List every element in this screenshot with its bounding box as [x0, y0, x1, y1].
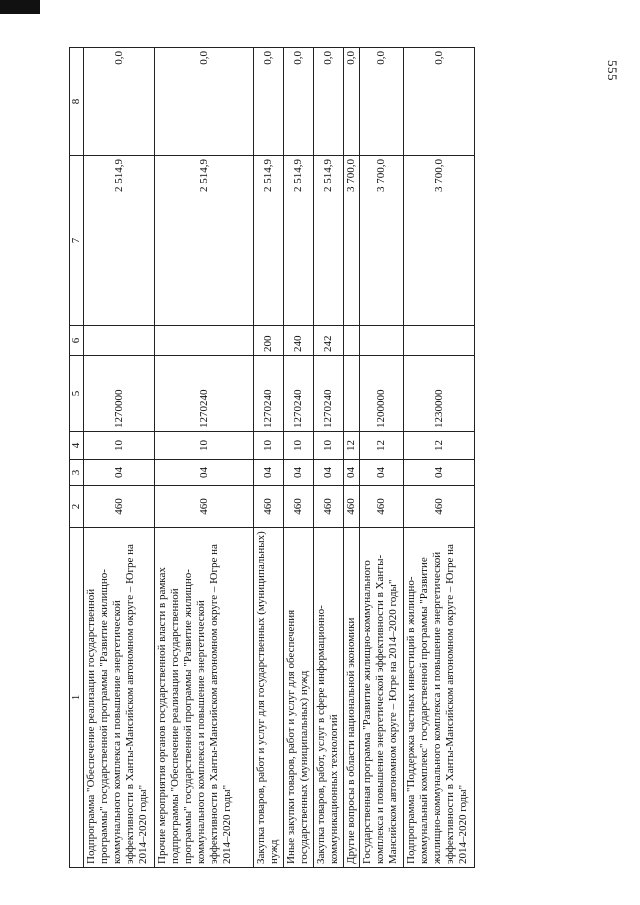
cell-ministry-code: 460 [284, 486, 314, 528]
row-name: Закупка товаров, работ, услуг в сфере информационно-коммуникационных технологий [314, 528, 344, 868]
budget-table [69, 47, 475, 868]
header-row [70, 48, 84, 868]
cell-target-article [344, 356, 360, 432]
column-header: 6 [70, 326, 84, 356]
cell-amount: 2 514,9 [284, 156, 314, 326]
row-name: Государственная программа "Развитие жилищно-коммунального комплекса и повышение энергетической эффективности в Ханты-Мансийском автономном округе – Югре на 2014–2020 годы" [360, 528, 404, 868]
column-header: 3 [70, 460, 84, 486]
table-row [404, 48, 475, 868]
cell-target-article: 1200000 [360, 356, 404, 432]
cell-section-code: 04 [284, 460, 314, 486]
scan-corner-mark [0, 0, 40, 14]
cell-expense-type [84, 326, 155, 356]
cell-section-code: 04 [314, 460, 344, 486]
column-header: 1 [70, 528, 84, 868]
row-name: Прочие мероприятия органов государственной власти в рамках подпрограммы "Обеспечение реализации государственной программы" государственной программы "Развитие жилищно-коммунального комплекса и повышение энергетической эффективности в Ханты-Мансийском автономном округе – Югре на 2014–2020 годы" [155, 528, 254, 868]
cell-section-code: 04 [344, 460, 360, 486]
cell-ministry-code: 460 [360, 486, 404, 528]
cell-target-article: 1270240 [284, 356, 314, 432]
cell-target-article: 1270240 [155, 356, 254, 432]
cell-amount-2: 0,0 [284, 48, 314, 156]
cell-subsection-code: 10 [284, 432, 314, 460]
cell-amount-2: 0,0 [254, 48, 284, 156]
column-header: 7 [70, 156, 84, 326]
cell-ministry-code: 460 [155, 486, 254, 528]
cell-amount-2: 0,0 [360, 48, 404, 156]
cell-amount: 2 514,9 [84, 156, 155, 326]
table-row [284, 48, 314, 868]
cell-ministry-code: 460 [344, 486, 360, 528]
cell-expense-type [155, 326, 254, 356]
cell-target-article: 1270000 [84, 356, 155, 432]
cell-expense-type [404, 326, 475, 356]
table-row [155, 48, 254, 868]
cell-amount-2: 0,0 [155, 48, 254, 156]
table-row [314, 48, 344, 868]
table-row [360, 48, 404, 868]
cell-amount-2: 0,0 [84, 48, 155, 156]
cell-target-article: 1270240 [314, 356, 344, 432]
cell-amount: 2 514,9 [155, 156, 254, 326]
column-header: 4 [70, 432, 84, 460]
rotated-page-content [69, 48, 589, 868]
row-name: Другие вопросы в области национальной экономики [344, 528, 360, 868]
cell-subsection-code: 10 [155, 432, 254, 460]
cell-subsection-code: 12 [360, 432, 404, 460]
cell-amount: 3 700,0 [344, 156, 360, 326]
cell-section-code: 04 [254, 460, 284, 486]
column-header: 5 [70, 356, 84, 432]
page-number: 555 [605, 60, 620, 81]
cell-ministry-code: 460 [314, 486, 344, 528]
cell-section-code: 04 [84, 460, 155, 486]
cell-section-code: 04 [155, 460, 254, 486]
cell-subsection-code: 12 [404, 432, 475, 460]
cell-ministry-code: 460 [404, 486, 475, 528]
row-name: Подпрограмма "Обеспечение реализации государственной программы" государственной программы "Развитие жилищно-коммунального комплекса и повышение энергетической эффективности в Ханты-Мансийском автономном округе – Югре на 2014–2020 годы" [84, 528, 155, 868]
cell-expense-type: 242 [314, 326, 344, 356]
cell-ministry-code: 460 [254, 486, 284, 528]
row-name: Подпрограмма "Поддержка частных инвестиций в жилищно-коммунальный комплекс" государственной программы "Развитие жилищно-коммунального комплекса и повышение энергетической эффективности в Ханты-Мансийском автономном округе – Югре на 2014–2020 годы" [404, 528, 475, 868]
cell-expense-type: 240 [284, 326, 314, 356]
cell-section-code: 04 [404, 460, 475, 486]
table-row [254, 48, 284, 868]
cell-ministry-code: 460 [84, 486, 155, 528]
cell-subsection-code: 10 [84, 432, 155, 460]
cell-expense-type [360, 326, 404, 356]
cell-amount: 3 700,0 [360, 156, 404, 326]
cell-expense-type: 200 [254, 326, 284, 356]
cell-section-code: 04 [360, 460, 404, 486]
cell-subsection-code: 10 [254, 432, 284, 460]
table-row [84, 48, 155, 868]
column-header: 8 [70, 48, 84, 156]
column-header: 2 [70, 486, 84, 528]
cell-amount: 3 700,0 [404, 156, 475, 326]
cell-target-article: 1230000 [404, 356, 475, 432]
cell-expense-type [344, 326, 360, 356]
cell-subsection-code: 10 [314, 432, 344, 460]
row-name: Иные закупки товаров, работ и услуг для обеспечения государственных (муниципальных) нужд [284, 528, 314, 868]
row-name: Закупка товаров, работ и услуг для государственных (муниципальных) нужд [254, 528, 284, 868]
cell-amount: 2 514,9 [254, 156, 284, 326]
table-row [344, 48, 360, 868]
cell-amount-2: 0,0 [404, 48, 475, 156]
cell-amount-2: 0,0 [314, 48, 344, 156]
cell-subsection-code: 12 [344, 432, 360, 460]
cell-target-article: 1270240 [254, 356, 284, 432]
cell-amount: 2 514,9 [314, 156, 344, 326]
cell-amount-2: 0,0 [344, 48, 360, 156]
